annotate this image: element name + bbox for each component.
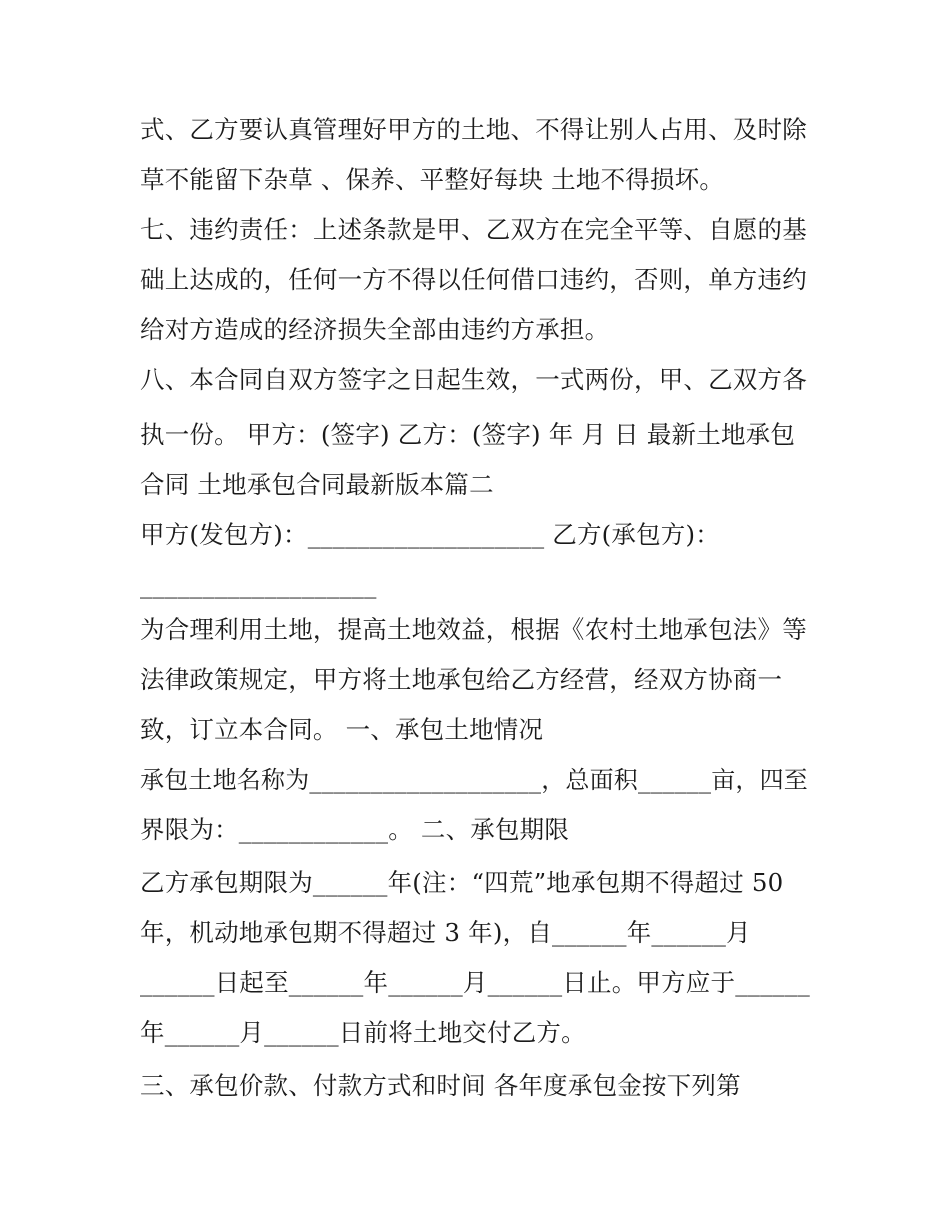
text-line: 草不能留下杂草 、保养、平整好每块 土地不得损坏。 xyxy=(140,165,725,194)
text-line: 给对方造成的经济损失全部由违约方承担。 xyxy=(140,315,610,344)
text-line: 甲方(发包方)：___________________ 乙方(承包方)： xyxy=(140,520,720,549)
text-line: 致，订立本合同。 一、承包土地情况 xyxy=(140,715,544,744)
text-line: ______日起至______年______月______日止。甲方应于______ xyxy=(140,968,810,997)
text-line: 七、违约责任：上述条款是甲、乙双方在完全平等、自愿的基 xyxy=(140,215,807,244)
text-line: 三、承包价款、付款方式和时间 各年度承包金按下列第 xyxy=(140,1071,741,1100)
text-line: 合同 土地承包合同最新版本篇二 xyxy=(140,470,494,499)
text-line: 式、乙方要认真管理好甲方的土地、不得让别人占用、及时除 xyxy=(140,115,807,144)
text-line: 八、本合同自双方签字之日起生效，一式两份，甲、乙双方各 xyxy=(140,365,807,394)
text-line: 年______月______日前将土地交付乙方。 xyxy=(140,1018,586,1047)
text-line: 执一份。 甲方：(签字) 乙方：(签字) 年 月 日 最新土地承包 xyxy=(140,420,796,449)
text-line: 础上达成的，任何一方不得以任何借口违约，否则，单方违约 xyxy=(140,265,807,294)
text-line: 界限为：____________。 二、承包期限 xyxy=(140,815,570,844)
text-line: 法律政策规定，甲方将土地承包给乙方经营，经双方协商一 xyxy=(140,665,783,694)
text-line: 年，机动地承包期不得超过 3 年)，自______年______月 xyxy=(140,918,751,947)
text-line: ___________________ xyxy=(140,570,377,599)
text-line: 乙方承包期限为______年(注：“四荒”地承包期不得超过 50 xyxy=(140,868,784,897)
text-line: 承包土地名称为___________________，总面积______亩，四至 xyxy=(140,766,808,794)
text-line: 为合理利用土地，提高土地效益，根据《农村土地承包法》等 xyxy=(140,615,807,644)
